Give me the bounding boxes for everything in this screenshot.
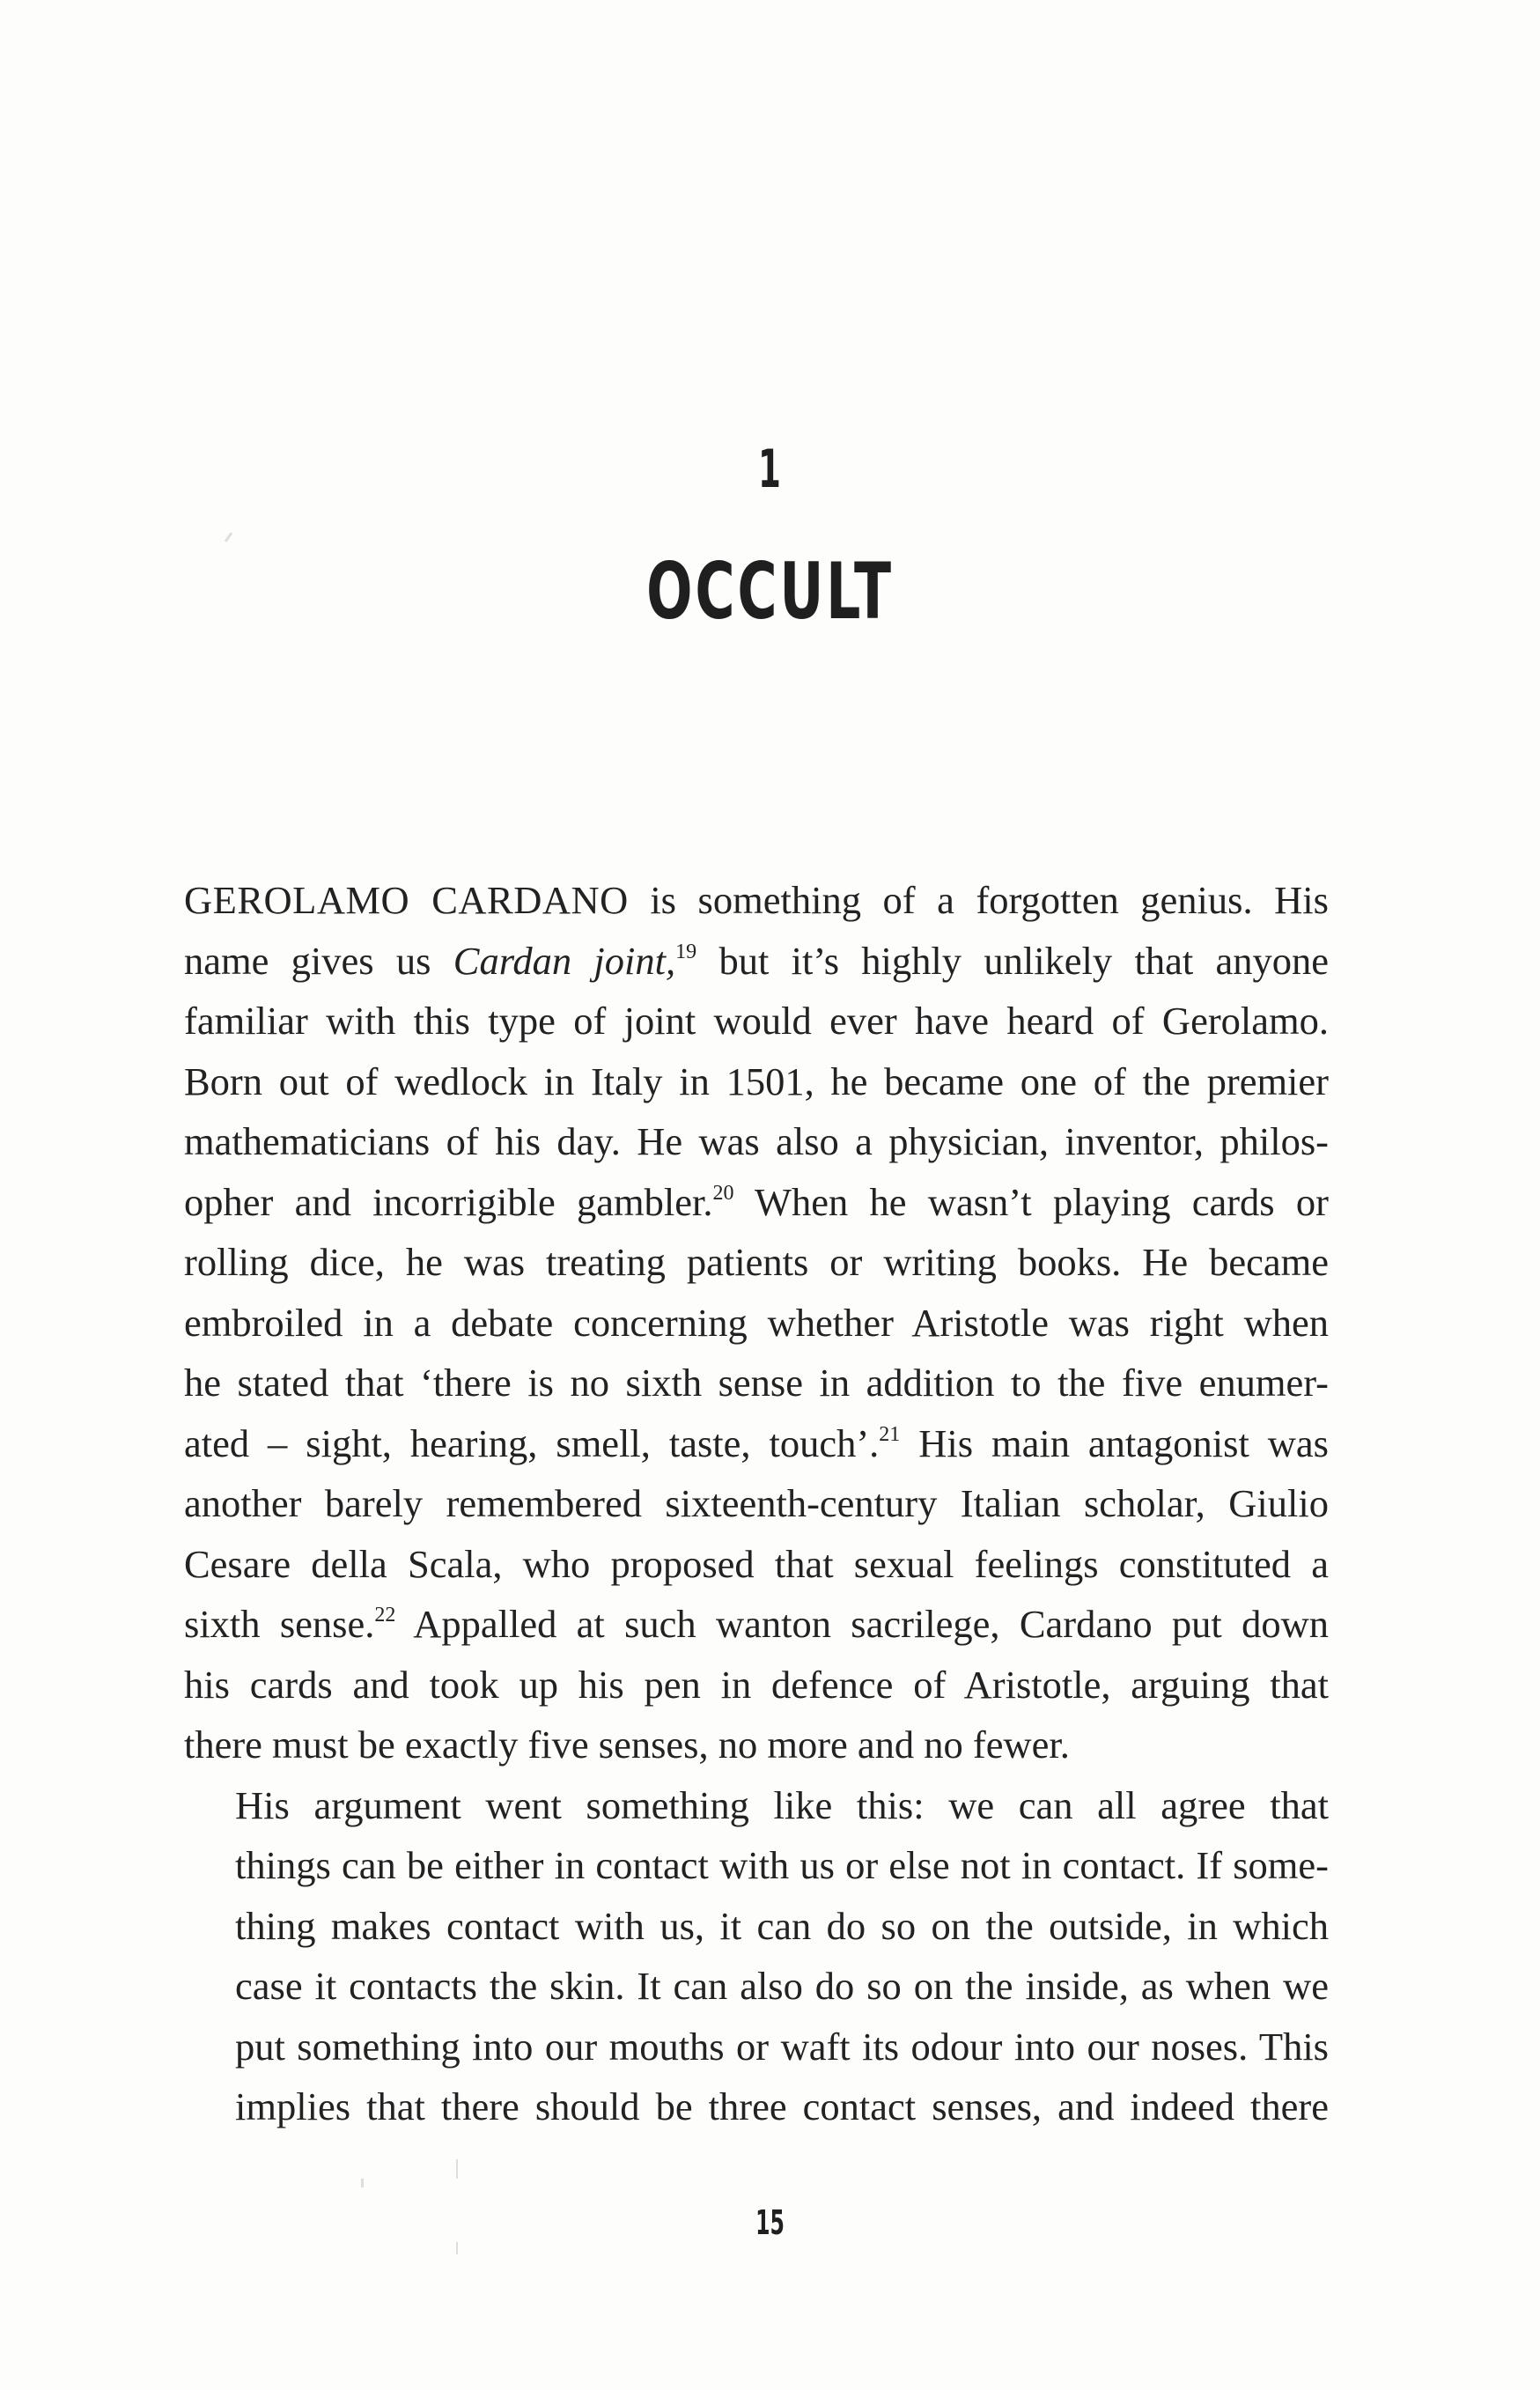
text-line: his cards and took up his pen in defence of Aristotle, arguing that <box>184 1662 1329 1707</box>
text-line: rolling dice, he was treating patients or writing books. He became <box>184 1240 1329 1284</box>
footnote-ref: 21 <box>879 1422 901 1446</box>
page-number: 15 <box>755 2203 785 2242</box>
footnote-ref: 20 <box>712 1181 734 1205</box>
text-line: GEROLAMO CARDANO is something of a forgotten genius. His <box>184 878 1329 922</box>
text-line: Born out of wedlock in Italy in 1501, he became one of the premier <box>184 1059 1329 1103</box>
scan-speck <box>456 2242 458 2254</box>
scan-speck <box>225 532 232 542</box>
text-line: case it contacts the skin. It can also do so on the inside, as when we <box>235 1964 1329 2008</box>
italic-term: Cardan joint, <box>453 938 676 983</box>
text-line: Cesare della Scala, who proposed that sexual feelings constituted a <box>184 1541 1329 1586</box>
text-line: put something into our mouths or waft its odour into our noses. This <box>235 2024 1329 2069</box>
chapter-number: 1 <box>757 439 783 500</box>
footnote-ref: 22 <box>374 1604 396 1627</box>
text-line: there must be exactly five senses, no more and no fewer. <box>184 1722 1070 1767</box>
paragraph-1 <box>184 870 1329 1775</box>
text-line: His argument went something like this: we can all agree that <box>235 1782 1329 1827</box>
text-line: opher and incorrigible gambler.$^{20}$ When he wasn’t playing cards or <box>184 1179 1329 1224</box>
text-line: ated – sight, hearing, smell, taste, touch’.$^{21}$ His main antagonist was <box>184 1420 1329 1465</box>
text-line: embroiled in a debate concerning whether Aristotle was right when <box>184 1300 1329 1345</box>
paragraph-2 <box>184 1775 1329 2137</box>
text-line: mathematicians of his day. He was also a physician, inventor, philos- <box>184 1119 1329 1163</box>
chapter-title: OCCULT <box>646 546 894 637</box>
text-line: name gives us Cardan joint,$^{19}$ but it’s highly unlikely that anyone <box>184 938 1329 983</box>
footnote-ref: 19 <box>675 940 697 963</box>
text-line: he stated that ‘there is no sixth sense in addition to the five enumer- <box>184 1361 1329 1405</box>
text-line: things can be either in contact with us or else not in contact. If some- <box>235 1843 1329 1887</box>
text-line: implies that there should be three contact senses, and indeed there <box>235 2084 1329 2128</box>
text-line: familiar with this type of joint would ever have heard of Gerolamo. <box>184 999 1329 1043</box>
text-line: another barely remembered sixteenth-century Italian scholar, Giulio <box>184 1481 1329 1525</box>
scan-speck <box>456 2159 458 2179</box>
body-text <box>184 870 1329 2137</box>
scan-speck <box>361 2179 364 2187</box>
opening-name: GEROLAMO CARDANO <box>184 878 629 922</box>
text-line: thing makes contact with us, it can do so on the outside, in which <box>235 1903 1329 1948</box>
text-line: sixth sense.$^{22}$ Appalled at such wanton sacrilege, Cardano put down <box>184 1602 1329 1646</box>
